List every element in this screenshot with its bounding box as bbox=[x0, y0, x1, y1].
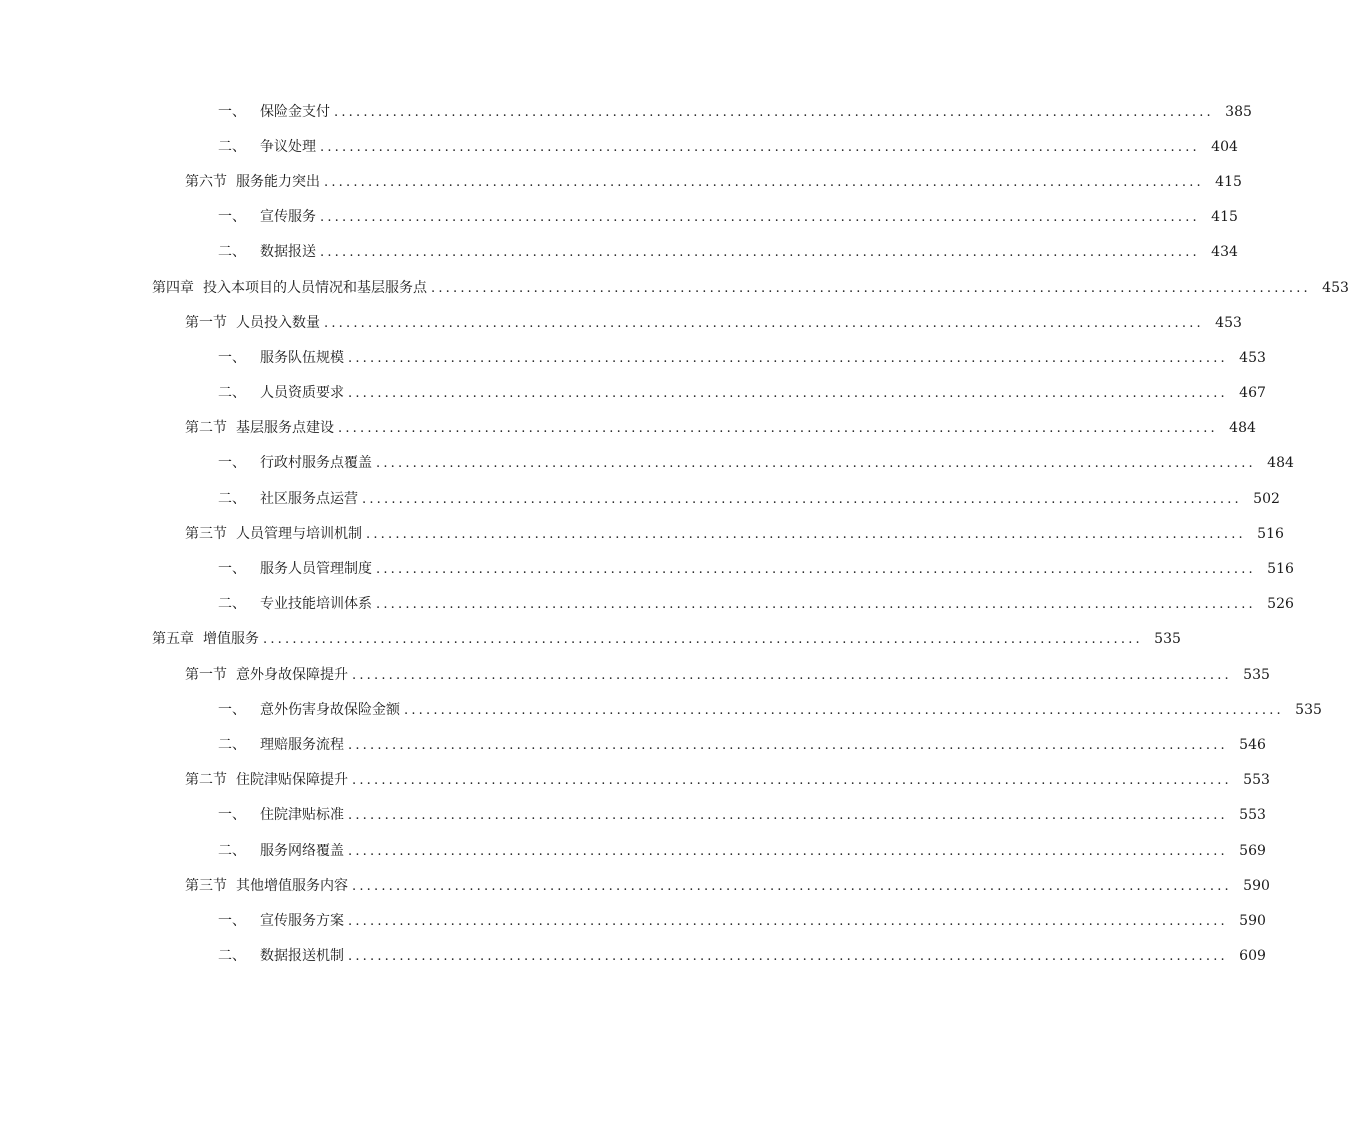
toc-entry[interactable] bbox=[0, 270, 1349, 305]
toc-entry-page: 553 bbox=[1243, 772, 1270, 789]
dot-leader: ........................................................................................................................ bbox=[431, 280, 1311, 296]
toc-entry-number: 一、 bbox=[218, 807, 246, 824]
toc-entry-title: 意外伤害身故保险金额 bbox=[260, 701, 400, 718]
toc-entry-title: 住院津贴标准 bbox=[260, 807, 344, 824]
dot-leader: ........................................................................................................................ bbox=[362, 491, 1242, 507]
toc-entry-page: 467 bbox=[1239, 385, 1266, 402]
toc-entry-number: 一、 bbox=[218, 701, 246, 718]
toc-entry-number: 二、 bbox=[218, 138, 246, 155]
toc-entry[interactable] bbox=[0, 763, 1270, 798]
toc-entry[interactable] bbox=[0, 727, 1266, 762]
toc-entry-page: 535 bbox=[1243, 666, 1270, 683]
toc-entry-title: 服务网络覆盖 bbox=[260, 842, 344, 859]
toc-entry[interactable] bbox=[0, 411, 1256, 446]
dot-leader: ........................................................................................................................ bbox=[348, 949, 1228, 965]
dot-leader: ........................................................................................................................ bbox=[320, 139, 1200, 155]
toc-entry-title: 服务人员管理制度 bbox=[260, 561, 372, 578]
toc-entry-title: 保险金支付 bbox=[260, 103, 330, 120]
toc-entry-page: 502 bbox=[1253, 490, 1280, 507]
toc-entry-title: 增值服务 bbox=[203, 631, 259, 648]
dot-leader: ........................................................................................................................ bbox=[324, 315, 1204, 331]
toc-entry[interactable] bbox=[0, 340, 1266, 375]
toc-entry-title: 社区服务点运营 bbox=[260, 490, 358, 507]
toc-entry-page: 569 bbox=[1239, 842, 1266, 859]
toc-entry-page: 590 bbox=[1243, 877, 1270, 894]
toc-entry-page: 453 bbox=[1239, 349, 1266, 366]
toc-entry-number: 第六节 bbox=[185, 173, 227, 190]
toc-entry-title: 服务能力突出 bbox=[236, 173, 320, 190]
dot-leader: ........................................................................................................................ bbox=[348, 386, 1228, 402]
toc-entry[interactable] bbox=[0, 376, 1266, 411]
toc-entry-page: 516 bbox=[1267, 561, 1294, 578]
toc-entry-number: 一、 bbox=[218, 455, 246, 472]
table-of-contents bbox=[0, 94, 1349, 974]
toc-entry[interactable] bbox=[0, 587, 1294, 622]
dot-leader: ........................................................................................................................ bbox=[263, 632, 1143, 648]
toc-entry-page: 609 bbox=[1239, 948, 1266, 965]
toc-entry-title: 数据报送机制 bbox=[260, 948, 344, 965]
toc-entry-number: 二、 bbox=[218, 490, 246, 507]
dot-leader: ........................................................................................................................ bbox=[334, 104, 1214, 120]
toc-entry[interactable] bbox=[0, 235, 1238, 270]
toc-entry-page: 526 bbox=[1267, 596, 1294, 613]
toc-entry-title: 宣传服务 bbox=[260, 209, 316, 226]
dot-leader: ........................................................................................................................ bbox=[348, 843, 1228, 859]
toc-entry-number: 第一节 bbox=[185, 666, 227, 683]
dot-leader: ........................................................................................................................ bbox=[352, 667, 1232, 683]
toc-entry-page: 415 bbox=[1215, 173, 1242, 190]
toc-entry-title: 意外身故保障提升 bbox=[236, 666, 348, 683]
toc-entry-page: 385 bbox=[1225, 103, 1252, 120]
toc-entry-number: 第三节 bbox=[185, 877, 227, 894]
toc-entry-title: 宣传服务方案 bbox=[260, 912, 344, 929]
toc-entry[interactable] bbox=[0, 446, 1294, 481]
toc-entry-number: 一、 bbox=[218, 561, 246, 578]
toc-entry-number: 一、 bbox=[218, 912, 246, 929]
toc-entry[interactable] bbox=[0, 481, 1280, 516]
toc-entry[interactable] bbox=[0, 200, 1238, 235]
toc-entry-title: 服务队伍规模 bbox=[260, 349, 344, 366]
toc-entry-title: 投入本项目的人员情况和基层服务点 bbox=[203, 279, 427, 296]
toc-entry-page: 553 bbox=[1239, 807, 1266, 824]
dot-leader: ........................................................................................................................ bbox=[376, 597, 1256, 613]
dot-leader: ........................................................................................................................ bbox=[376, 562, 1256, 578]
toc-entry-number: 第二节 bbox=[185, 420, 227, 437]
toc-entry-number: 二、 bbox=[218, 596, 246, 613]
toc-entry-title: 专业技能培训体系 bbox=[260, 596, 372, 613]
toc-entry-title: 人员资质要求 bbox=[260, 385, 344, 402]
toc-entry[interactable] bbox=[0, 516, 1284, 551]
toc-entry[interactable] bbox=[0, 164, 1242, 199]
toc-entry-number: 第二节 bbox=[185, 772, 227, 789]
toc-entry-number: 二、 bbox=[218, 948, 246, 965]
toc-entry-number: 二、 bbox=[218, 736, 246, 753]
toc-entry-page: 434 bbox=[1211, 244, 1238, 261]
dot-leader: ........................................................................................................................ bbox=[404, 702, 1284, 718]
dot-leader: ........................................................................................................................ bbox=[348, 350, 1228, 366]
toc-entry-number: 一、 bbox=[218, 209, 246, 226]
toc-entry-number: 第三节 bbox=[185, 525, 227, 542]
toc-entry-title: 人员管理与培训机制 bbox=[236, 525, 362, 542]
toc-entry[interactable] bbox=[0, 305, 1242, 340]
toc-entry-title: 住院津贴保障提升 bbox=[236, 772, 348, 789]
toc-entry[interactable] bbox=[0, 692, 1322, 727]
toc-entry[interactable] bbox=[0, 939, 1266, 974]
dot-leader: ........................................................................................................................ bbox=[376, 456, 1256, 472]
toc-entry-page: 546 bbox=[1239, 736, 1266, 753]
toc-entry[interactable] bbox=[0, 657, 1270, 692]
toc-entry-page: 404 bbox=[1211, 138, 1238, 155]
toc-entry-title: 数据报送 bbox=[260, 244, 316, 261]
dot-leader: ........................................................................................................................ bbox=[338, 421, 1218, 437]
dot-leader: ........................................................................................................................ bbox=[352, 878, 1232, 894]
toc-entry-number: 第四章 bbox=[152, 279, 194, 296]
toc-entry-number: 二、 bbox=[218, 842, 246, 859]
toc-entry-title: 人员投入数量 bbox=[236, 314, 320, 331]
dot-leader: ........................................................................................................................ bbox=[320, 210, 1200, 226]
dot-leader: ........................................................................................................................ bbox=[348, 737, 1228, 753]
toc-entry-page: 516 bbox=[1257, 525, 1284, 542]
toc-entry-page: 535 bbox=[1154, 631, 1181, 648]
toc-entry[interactable] bbox=[0, 833, 1266, 868]
toc-entry-page: 415 bbox=[1211, 209, 1238, 226]
toc-entry-title: 争议处理 bbox=[260, 138, 316, 155]
dot-leader: ........................................................................................................................ bbox=[366, 526, 1246, 542]
toc-entry-page: 484 bbox=[1267, 455, 1294, 472]
toc-entry-title: 行政村服务点覆盖 bbox=[260, 455, 372, 472]
toc-entry-title: 其他增值服务内容 bbox=[236, 877, 348, 894]
toc-entry-number: 一、 bbox=[218, 103, 246, 120]
toc-entry-page: 535 bbox=[1295, 701, 1322, 718]
toc-entry-number: 第五章 bbox=[152, 631, 194, 648]
toc-entry-number: 二、 bbox=[218, 244, 246, 261]
toc-entry-page: 453 bbox=[1322, 279, 1349, 296]
dot-leader: ........................................................................................................................ bbox=[324, 174, 1204, 190]
toc-entry-page: 453 bbox=[1215, 314, 1242, 331]
toc-entry[interactable] bbox=[0, 903, 1266, 938]
toc-entry[interactable] bbox=[0, 622, 1181, 657]
toc-entry-number: 一、 bbox=[218, 349, 246, 366]
toc-entry-page: 484 bbox=[1229, 420, 1256, 437]
dot-leader: ........................................................................................................................ bbox=[348, 913, 1228, 929]
toc-entry[interactable] bbox=[0, 798, 1266, 833]
toc-entry-title: 基层服务点建设 bbox=[236, 420, 334, 437]
dot-leader: ........................................................................................................................ bbox=[320, 245, 1200, 261]
toc-entry-number: 第一节 bbox=[185, 314, 227, 331]
toc-entry[interactable] bbox=[0, 129, 1238, 164]
toc-entry-number: 二、 bbox=[218, 385, 246, 402]
toc-entry[interactable] bbox=[0, 551, 1294, 586]
dot-leader: ........................................................................................................................ bbox=[348, 808, 1228, 824]
dot-leader: ........................................................................................................................ bbox=[352, 773, 1232, 789]
toc-entry-title: 理赔服务流程 bbox=[260, 736, 344, 753]
toc-entry[interactable] bbox=[0, 94, 1252, 129]
toc-entry-page: 590 bbox=[1239, 912, 1266, 929]
toc-entry[interactable] bbox=[0, 868, 1270, 903]
